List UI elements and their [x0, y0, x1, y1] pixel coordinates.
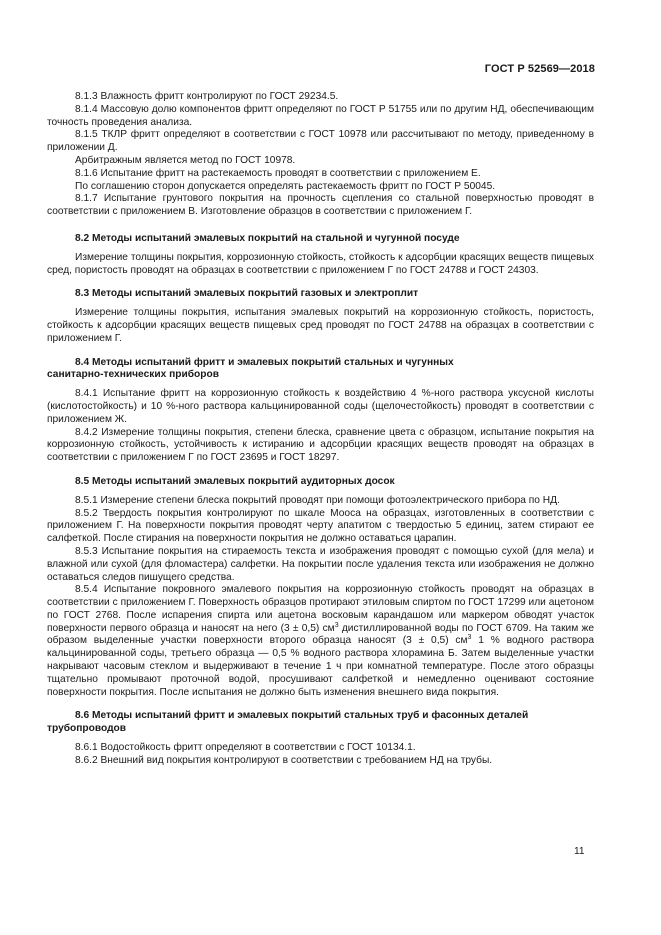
paragraph-8-5-4	[47, 584, 594, 699]
document-header: ГОСТ Р 52569—2018	[484, 63, 595, 75]
page-number: 11	[574, 846, 585, 857]
heading-8-3: 8.3 Методы испытаний эмалевых покрытий газовых и электроплит	[75, 288, 419, 300]
paragraph-agreement: По соглашению сторон допускается определять растекаемость фритт по ГОСТ Р 50045.	[75, 180, 496, 192]
heading-8-4: 8.4 Методы испытаний фритт и эмалевых покрытий стальных и чугунных санитарно-технических приборов	[47, 356, 454, 381]
paragraph-8-4-2: 8.4.2 Измерение толщины покрытия, степени блеска, сравнение цвета с образцом, испытание покрытия на коррозионную стойкость, устойчивость к истиранию и адсорбции красящих веществ проводят на образцах в соответствии с приложением Г по ГОСТ 23695 и ГОСТ 18297.	[47, 426, 594, 464]
paragraph-8-1-3: 8.1.3 Влажность фритт контролируют по ГОСТ 29234.5.	[75, 91, 339, 102]
paragraph-8-1-6: 8.1.6 Испытание фритт на растекаемость проводят в соответствии с приложением Е.	[75, 167, 481, 179]
paragraph-8-1-5: 8.1.5 ТКЛР фритт определяют в соответствии с ГОСТ 10978 или рассчитывают по методу, приведенному в приложении Д.	[47, 129, 594, 154]
paragraph-8-6-2: 8.6.2 Внешний вид покрытия контролируют в соответствии с требованием НД на трубы.	[75, 754, 493, 766]
paragraph-8-1-4: 8.1.4 Массовую долю компонентов фритт определяют по ГОСТ Р 51755 или по другим НД, обеспечивающим точность проведения анализа.	[47, 103, 594, 128]
paragraph-8-1-7: 8.1.7 Испытание грунтового покрытия на прочность сцепления со стальной поверхностью проводят в соответствии с приложением В. Изготовление образцов в соответствии с приложением Г.	[47, 193, 594, 218]
document-body	[47, 91, 594, 768]
paragraph-8-2: Измерение толщины покрытия, коррозионную стойкость, стойкость к адсорбции красящих веществ пищевых сред, пористость проводят на образцах в соответствии с приложением Г по ГОСТ 24788 и ГОСТ 24303.	[47, 251, 594, 276]
heading-8-6: 8.6 Методы испытаний фритт и эмалевых покрытий стальных труб и фасонных деталей трубопроводов	[47, 710, 529, 735]
paragraph-8-5-4-part-3: 1 % водного раствора кальцинированной соды, третьего образца — 0,5 % водного раствора хлорамина Б. Затем выделенные участки накрывают часовым стеклом и выдерживают в течение 1 ч при комнатной температуре. После этого образцы тщательно промывают проточной водой, просушивают салфеткой и немедленно оценивают состояние поверхности покрытия. После испытания не должно быть изменения внешнего вида покрытия.	[47, 635, 594, 698]
paragraph-8-5-1: 8.5.1 Измерение степени блеска покрытий проводят при помощи фотоэлектрического прибора по НД.	[75, 494, 560, 506]
paragraph-8-4-1: 8.4.1 Испытание фритт на коррозионную стойкость к воздействию 4 %-ного раствора уксусной кислоты (кислотостойкость) и 10 %-ного раствора кальцинированной соды (щелочестойкость) проводят в соответствии с приложением Ж.	[47, 388, 594, 425]
superscript-cubic-2: 3	[467, 634, 472, 642]
paragraph-arbitration: Арбитражным является метод по ГОСТ 10978.	[75, 154, 296, 166]
heading-8-5: 8.5 Методы испытаний эмалевых покрытий аудиторных досок	[75, 475, 395, 487]
paragraph-8-5-4-part-1: 8.5.4 Испытание покровного эмалевого покрытия на коррозионную стойкость проводят на образцах в соответствии с приложением Г. Поверхность образцов протирают этиловым спиртом по ГОСТ 17299 или ацетоном по ГОСТ 2768. После испарения спирта или ацетона восковым карандашом или маркером обводят участок поверхности первого образца и наносят на него (3 ± 0,5) см	[47, 584, 594, 634]
paragraph-8-6-1: 8.6.1 Водостойкость фритт определяют в соответствии с ГОСТ 10134.1.	[75, 742, 416, 754]
heading-8-2: 8.2 Методы испытаний эмалевых покрытий на стальной и чугунной посуде	[75, 232, 460, 244]
paragraph-8-3: Измерение толщины покрытия, испытания эмалевых покрытий на коррозионную стойкость, пористость, стойкость к адсорбции красящих веществ пищевых сред проводят по ГОСТ 24788 на образцах в соответствии с приложением Г.	[47, 307, 594, 344]
paragraph-8-5-2: 8.5.2 Твердость покрытия контролируют по шкале Мооса на образцах, изготовленных в соответствии с приложением Г. На поверхности покрытия проводят черту апатитом с твердостью 5 единиц, затем стирают ее салфеткой. После стирания на поверхности покрытия не должно оставаться царапин.	[47, 507, 594, 545]
paragraph-8-5-3: 8.5.3 Испытание покрытия на стираемость текста и изображения проводят с помощью сухой (для мела) и влажной или сухой (для фломастера) салфетки. На покрытии после удаления текста или изображения не должно оставаться следов пишущего средства.	[47, 545, 594, 583]
superscript-cubic-1: 3	[334, 621, 339, 629]
paragraph-8-5-4-part-2: дистиллированной воды по ГОСТ 6709. На таким же образом выделенные участки поверхности второго образца наносят (3 ± 0,5) см	[47, 622, 594, 647]
